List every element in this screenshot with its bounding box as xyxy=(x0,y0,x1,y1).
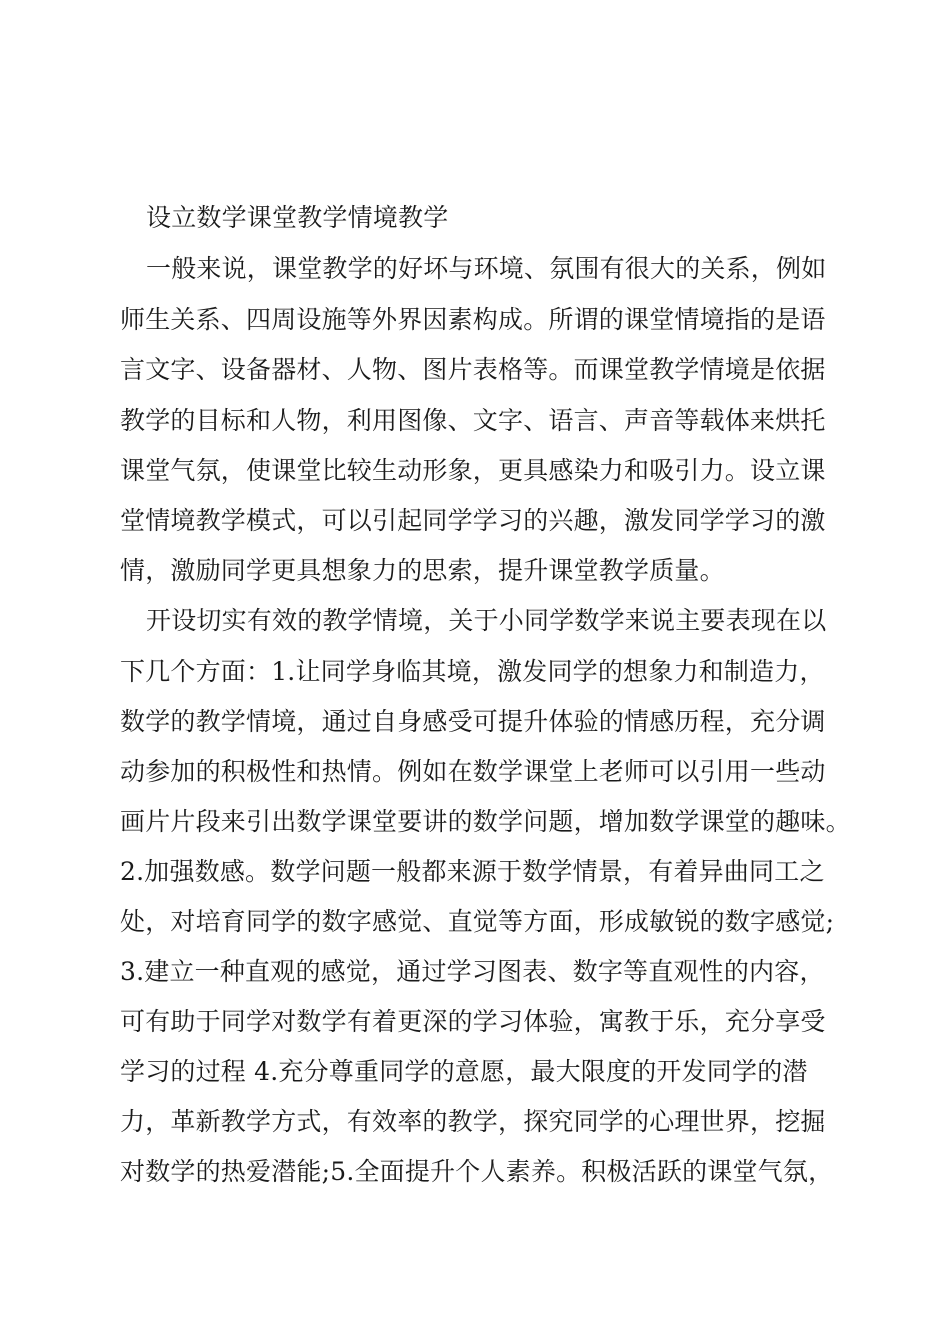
paragraph-1-line-2: 师生关系、四周设施等外界因素构成。所谓的课堂情境指的是语 xyxy=(120,305,826,334)
paragraph-2-line-7: 处，对培育同学的数字感觉、直觉等方面，形成敏锐的数字感觉; xyxy=(120,907,835,936)
paragraph-2-line-5: 画片片段来引出数学课堂要讲的数学问题，增加数学课堂的趣味。 xyxy=(120,807,851,836)
paragraph-1-line-1: 一般来说，课堂教学的好坏与环境、氛围有很大的关系，例如 xyxy=(146,254,827,283)
paragraph-1-line-3: 言文字、设备器材、人物、图片表格等。而课堂教学情境是依据 xyxy=(120,355,826,384)
paragraph-1-line-5: 课堂气氛，使课堂比较生动形象，更具感染力和吸引力。设立课 xyxy=(120,456,826,485)
paragraph-2-line-11: 力，革新教学方式，有效率的教学，探究同学的心理世界，挖掘 xyxy=(120,1107,826,1136)
paragraph-2-line-3: 数学的教学情境，通过自身感受可提升体验的情感历程，充分调 xyxy=(120,707,826,736)
paragraph-2-line-12: 对数学的热爱潜能;5.全面提升个人素养。积极活跃的课堂气氛， xyxy=(120,1157,834,1186)
paragraph-1-line-7: 情，激励同学更具想象力的思索，提升课堂教学质量。 xyxy=(120,556,725,585)
paragraph-2-line-8: 3.建立一种直观的感觉，通过学习图表、数字等直观性的内容， xyxy=(120,957,825,986)
paragraph-2-line-9: 可有助于同学对数学有着更深的学习体验，寓教于乐，充分享受 xyxy=(120,1007,826,1036)
paragraph-2-line-6: 2.加强数感。数学问题一般都来源于数学情景，有着异曲同工之 xyxy=(120,857,825,886)
section-heading: 设立数学课堂教学情境教学 xyxy=(146,203,449,232)
paragraph-2-line-10: 学习的过程 4.充分尊重同学的意愿，最大限度的开发同学的潜 xyxy=(120,1057,808,1086)
paragraph-1-line-6: 堂情境教学模式，可以引起同学学习的兴趣，激发同学学习的激 xyxy=(120,506,826,535)
paragraph-2-line-1: 开设切实有效的教学情境，关于小同学数学来说主要表现在以 xyxy=(146,606,827,635)
paragraph-2-line-4: 动参加的积极性和热情。例如在数学课堂上老师可以引用一些动 xyxy=(120,757,826,786)
paragraph-1-line-4: 教学的目标和人物，利用图像、文字、语言、声音等载体来烘托 xyxy=(120,406,826,435)
paragraph-2-line-2: 下几个方面：1.让同学身临其境，激发同学的想象力和制造力， xyxy=(120,657,825,686)
